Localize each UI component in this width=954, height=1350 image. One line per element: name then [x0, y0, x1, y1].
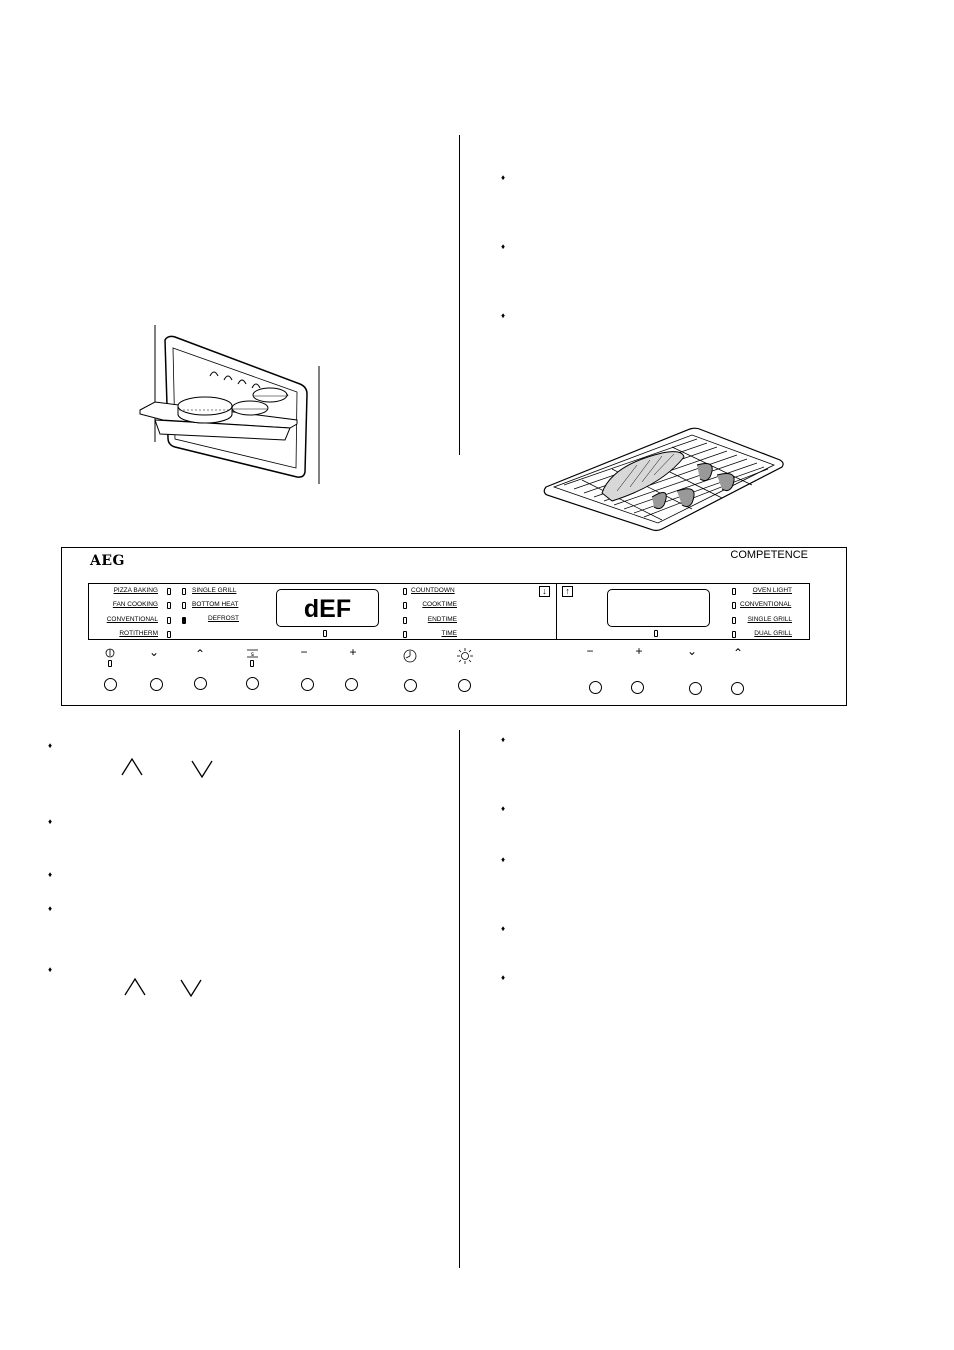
display-readout: dEF	[303, 595, 352, 623]
bullet: ♦	[48, 741, 53, 750]
clock-icon	[403, 649, 417, 663]
function-label-conventional: CONVENTIONAL	[106, 616, 158, 623]
indicator-strip	[88, 583, 810, 640]
bullet: ♦	[48, 817, 53, 826]
light-icon	[457, 648, 473, 664]
indicator-led	[654, 630, 658, 637]
function-up-button[interactable]	[194, 677, 207, 690]
bullet: ♦	[501, 855, 506, 864]
indicator-led	[732, 588, 736, 595]
grill-tray-illustration	[542, 425, 786, 535]
light-button[interactable]	[458, 679, 471, 692]
chevron-up-icon	[124, 978, 146, 996]
indicator-led-active	[182, 617, 186, 624]
column-divider-top	[459, 135, 460, 455]
function-label-defrost: DEFROST	[207, 615, 239, 622]
bullet: ♦	[501, 924, 506, 933]
timer-label-endtime: ENDTIME	[427, 616, 457, 623]
bullet: ♦	[48, 965, 53, 974]
power-led	[108, 660, 112, 667]
bullet: ♦	[48, 904, 53, 913]
second-display	[607, 589, 710, 627]
chevron-up-icon: ⌃	[194, 647, 206, 661]
arrow-up-icon: ↑	[562, 586, 573, 597]
minus-icon: −	[300, 645, 308, 659]
indicator-led	[167, 617, 171, 624]
indicator-led	[403, 588, 407, 595]
plus-icon: +	[349, 645, 357, 659]
power-button[interactable]	[104, 678, 117, 691]
fast-heat-button[interactable]	[246, 677, 259, 690]
function-label-fan-cooking: FAN COOKING	[112, 601, 158, 608]
chevron-up-icon: ⌃	[732, 646, 744, 660]
indicator-led	[323, 630, 327, 637]
bullet: ♦	[501, 242, 506, 251]
right-label-dual-grill: DUAL GRILL	[754, 630, 792, 637]
fast-heat-led	[250, 660, 254, 667]
right-plus-button[interactable]	[631, 681, 644, 694]
plus-icon: +	[635, 644, 643, 658]
bullet: ♦	[48, 870, 53, 879]
chevron-up-icon	[121, 758, 143, 776]
function-down-button[interactable]	[150, 678, 163, 691]
indicator-led	[167, 631, 171, 638]
clock-button[interactable]	[404, 679, 417, 692]
timer-label-cooktime: COOKTIME	[422, 601, 457, 608]
chevron-down-icon	[191, 760, 213, 778]
series-name: COMPETENCE	[730, 549, 808, 561]
chevron-down-icon: ⌄	[148, 645, 160, 659]
arrow-down-icon: ↓	[539, 586, 550, 597]
bullet: ♦	[501, 973, 506, 982]
indicator-led	[403, 631, 407, 638]
chevron-down-icon: ⌄	[686, 644, 698, 658]
indicator-led	[167, 588, 171, 595]
bullet: ♦	[501, 173, 506, 182]
function-label-single-grill: SINGLE GRILL	[192, 587, 237, 594]
power-icon	[105, 648, 115, 658]
right-label-conventional: CONVENTIONAL	[740, 601, 792, 608]
right-label-oven-light: OVEN LIGHT	[752, 587, 792, 594]
indicator-led	[732, 631, 736, 638]
strip-divider	[556, 584, 557, 639]
bullet: ♦	[501, 735, 506, 744]
indicator-led	[403, 617, 407, 624]
indicator-led	[182, 602, 186, 609]
minus-icon: −	[586, 644, 594, 658]
function-label-bottom-heat: BOTTOM HEAT	[192, 601, 239, 608]
right-label-single-grill: SINGLE GRILL	[747, 616, 792, 623]
oven-shelf-illustration	[135, 322, 325, 487]
indicator-led	[732, 617, 736, 624]
function-label-pizza-baking: PIZZA BAKING	[113, 587, 158, 594]
chevron-down-icon	[180, 979, 202, 997]
temperature-display	[276, 589, 379, 627]
right-minus-button[interactable]	[589, 681, 602, 694]
bullet: ♦	[501, 804, 506, 813]
temperature-plus-button[interactable]	[345, 678, 358, 691]
brand-logo: AEG	[90, 553, 125, 569]
function-label-rotitherm: ROTITHERM	[119, 630, 158, 637]
right-down-button[interactable]	[689, 682, 702, 695]
svg-text:s: s	[250, 651, 255, 658]
column-divider-bottom	[459, 730, 460, 1268]
timer-label-countdown: COUNTDOWN	[411, 587, 455, 594]
temperature-minus-button[interactable]	[301, 678, 314, 691]
oven-control-panel	[61, 547, 847, 706]
indicator-led	[403, 602, 407, 609]
fast-heat-icon	[247, 649, 258, 658]
right-up-button[interactable]	[731, 682, 744, 695]
indicator-led	[167, 602, 171, 609]
indicator-led	[182, 588, 186, 595]
indicator-led	[732, 602, 736, 609]
timer-label-time: TIME	[441, 630, 457, 637]
bullet: ♦	[501, 311, 506, 320]
